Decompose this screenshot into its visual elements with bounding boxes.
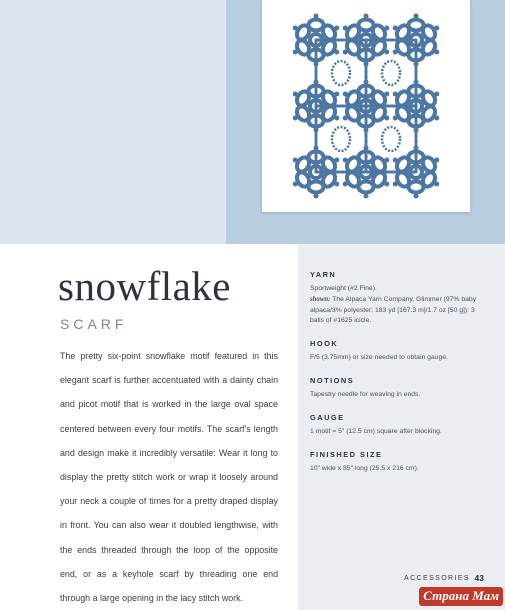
page-subtitle: SCARF — [60, 316, 128, 332]
scarf-photo — [262, 0, 470, 212]
page-number: 43 — [474, 573, 484, 583]
picot-oval — [382, 61, 400, 85]
spec-yarn-shown-label: shown: — [310, 295, 331, 303]
spec-gauge — [310, 413, 488, 438]
specs-list — [310, 270, 488, 486]
footer-section-label: ACCESSORIES — [404, 575, 470, 582]
watermark-logo: Страна Мам — [419, 587, 503, 606]
spec-hook-text: F/5 (3.75mm) or size needed to obtain gauge. — [310, 354, 448, 362]
picot-oval — [382, 127, 400, 151]
picot-oval — [332, 127, 350, 151]
picot-oval — [332, 61, 350, 85]
spec-gauge-text: 1 motif = 5" (12.5 cm) square after blocking. — [310, 427, 442, 435]
spec-hook — [310, 339, 488, 364]
spec-yarn-heading: YARN — [310, 270, 337, 279]
top-left-panel — [0, 0, 226, 244]
spec-notions-heading: NOTIONS — [310, 375, 355, 385]
spec-finished-size-heading: FINISHED SIZE — [310, 449, 383, 459]
spec-finished-size-text: 10" wide x 85" long (25.5 x 216 cm). — [310, 464, 419, 472]
spec-finished-size — [310, 450, 488, 475]
spec-notions-text: Tapestry needle for weaving in ends. — [310, 390, 421, 398]
spec-yarn-shown — [310, 295, 488, 327]
description-paragraph: The pretty six-point snowflake motif featured in this elegant scarf is further accentuated with a dainty chain and picot motif that is worked in the large oval space centered between every four motifs. The scarf's length and design make it incredibly versatile: Wear it long to display the pretty stitch work or wrap it loosely around your neck a couple of times for a pretty draped display in front. You can also wear it doubled lengthwise, with the ends threaded through the loop of the opposite end, or as a keyhole scarf by threading one end through a large opening in the lacy stitch work. — [60, 351, 278, 604]
spec-yarn-shown-text: The Alpaca Yarn Company, Glimmer (97% baby alpaca/3% polyester; 183 yd [167.3 m]/1.7 oz [50 g]): 3 balls of #1625 icicle. — [310, 295, 477, 325]
spec-hook-heading: HOOK — [310, 339, 339, 349]
spec-yarn-weight: Sportweight (#2 Fine). — [310, 285, 377, 292]
snowflake-scarf-illustration — [262, 0, 470, 212]
spec-yarn — [310, 270, 488, 327]
spec-gauge-heading: GAUGE — [310, 412, 345, 422]
page-title: snowflake — [58, 263, 232, 309]
spec-notions — [310, 376, 488, 401]
